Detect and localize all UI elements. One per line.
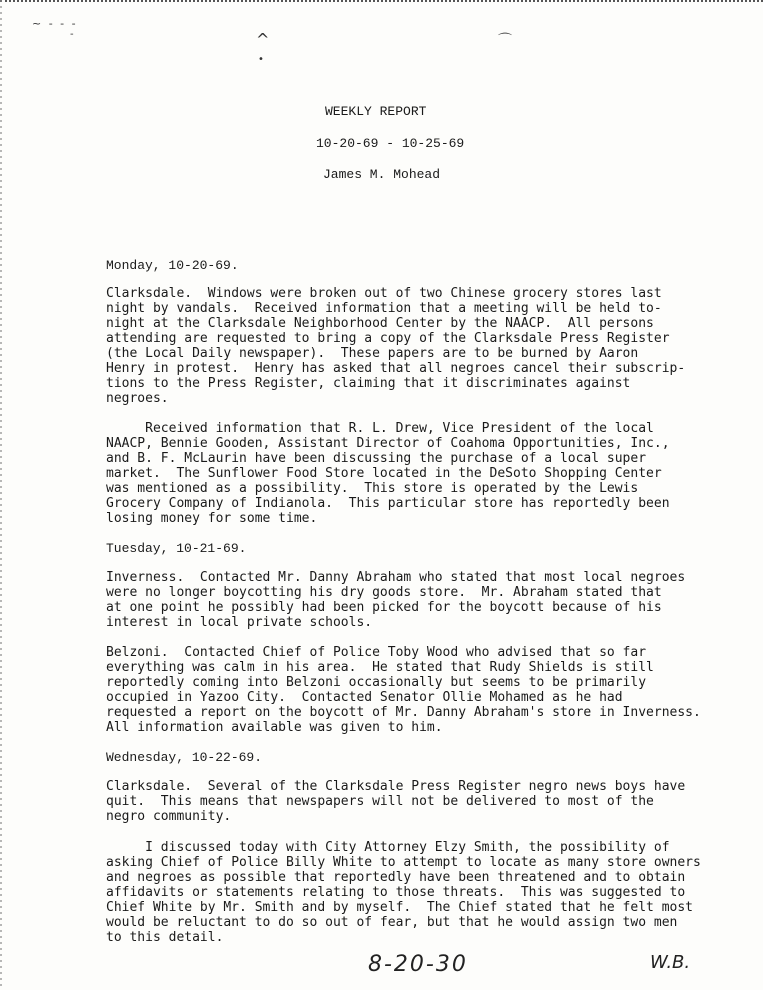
day-heading: Wednesday, 10-22-69. (106, 750, 263, 765)
report-paragraph: Received information that R. L. Drew, Vice President of the local NAACP, Bennie Gooden, Assistant Director of Coahoma Opportunities, Inc., and B. F. McLaurin have been discussing the purchase of a local super market. The Sunflower Food Store located in the DeSoto Shopping Center was mentioned as a possibility. This store is operated by the Lewis Grocery Company of Indianola. This particular store has reportedly been losing money for some time. (106, 421, 670, 526)
report-paragraph: Clarksdale. Windows were broken out of two Chinese grocery stores last night by vandals. Received information that a meeting will be held to- night at the Clarksdale Neighborhood Center by the NAACP. All persons attending are requested to bring a copy of the Clarksdale Press Register (the Local Daily newspaper). These papers are to be burned by Aaron Henry in protest. Henry has asked that all negroes cancel their subscrip- tions to the Press Register, claiming that it discriminates against negroes. (106, 286, 686, 406)
report-date-range: 10-20-69 - 10-25-69 (316, 136, 465, 151)
top-perforation (0, 0, 763, 5)
day-heading: Tuesday, 10-21-69. (106, 541, 247, 556)
report-paragraph: Clarksdale. Several of the Clarksdale Press Register negro news boys have quit. This means that newspapers will not be delivered to most of the negro community. (106, 779, 686, 824)
report-author: James M. Mohead (323, 167, 441, 182)
report-paragraph: I discussed today with City Attorney Elzy Smith, the possibility of asking Chief of Police Billy White to attempt to locate as many store owners and negroes as possible that reportedly have been threatened and to obtain affidavits or statements relating to those threats. This was suggested to Chief White by Mr. Smith and by myself. The Chief stated that he felt most would be reluctant to do so out of fear, but that he would assign two men to this detail. (106, 840, 701, 945)
report-paragraph: Inverness. Contacted Mr. Danny Abraham who stated that most local negroes were no longer boycotting his dry goods store. Mr. Abraham stated that at one point he possibly had been picked for the boycott because of his interest in local private schools. (106, 570, 686, 630)
day-heading: Monday, 10-20-69. (106, 258, 239, 273)
scan-mark: • (258, 54, 264, 65)
handwritten-initials: W.B. (650, 952, 691, 973)
handwritten-page-number: 8-20-30 (368, 952, 468, 977)
scan-mark: ~ - - - (32, 17, 78, 30)
report-title: WEEKLY REPORT (325, 104, 427, 119)
report-paragraph: Belzoni. Contacted Chief of Police Toby Wood who advised that so far everything was calm in his area. He stated that Rudy Shields is still reportedly coming into Belzoni occasionally but seems to be primarily occupied in Yazoo City. Contacted Senator Ollie Mohamed as he had requested a report on the boycott of Mr. Danny Abraham's store in Inverness. All information available was given to him. (106, 645, 701, 735)
scan-mark: - (70, 29, 74, 40)
left-edge-marks (0, 0, 2, 990)
scan-mark: ^ (256, 30, 270, 49)
scan-mark: ⌒ (498, 33, 512, 49)
